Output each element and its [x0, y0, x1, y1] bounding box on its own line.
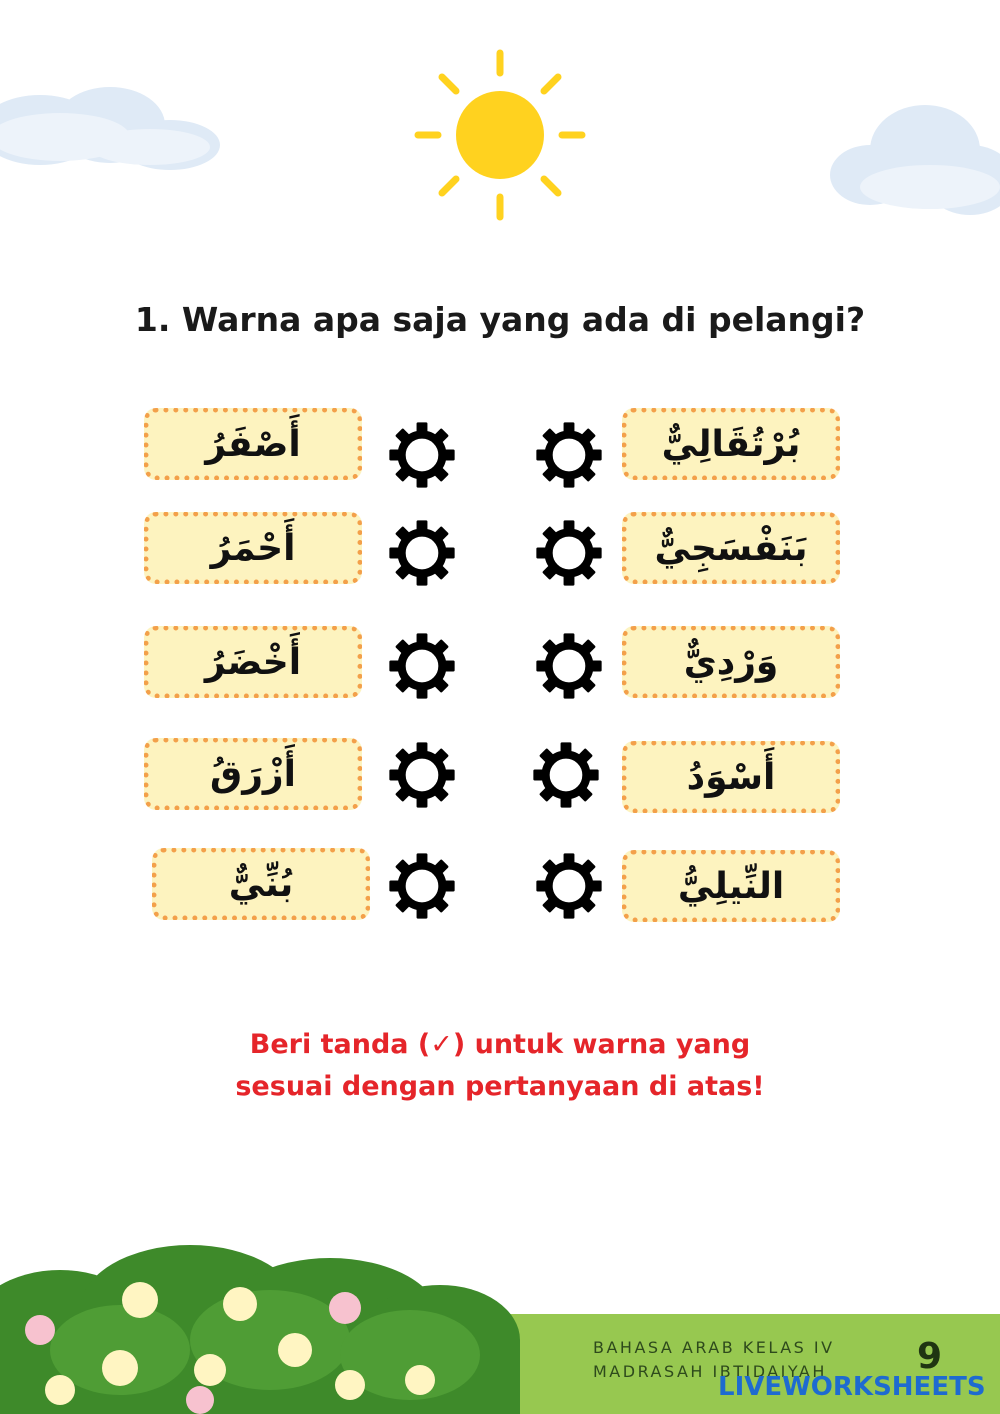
checkbox-gear-icon[interactable] — [388, 519, 456, 587]
cloud-left-icon — [0, 75, 230, 175]
option-card-green: أَخْضَرُ — [144, 626, 362, 698]
checkbox-gear-icon[interactable] — [388, 632, 456, 700]
cloud-right-icon — [830, 95, 1000, 220]
option-card-red: أَحْمَرُ — [144, 512, 362, 584]
checkbox-gear-icon[interactable] — [535, 852, 603, 920]
checkbox-gear-icon[interactable] — [388, 421, 456, 489]
question-title: 1. Warna apa saja yang ada di pelangi? — [134, 300, 866, 339]
footer-subject: BAHASA ARAB KELAS IV — [593, 1338, 835, 1357]
option-card-yellow: أَصْفَرُ — [144, 408, 362, 480]
instruction-line-2: sesuai dengan pertanyaan di atas! — [235, 1071, 765, 1102]
checkbox-gear-icon[interactable] — [535, 519, 603, 587]
option-card-pink: وَرْدِيٌّ — [622, 626, 840, 698]
instruction-text — [0, 1024, 1000, 1108]
option-card-indigo: النِّيلِيُّ — [622, 850, 840, 922]
checkbox-gear-icon[interactable] — [388, 852, 456, 920]
option-card-black: أَسْوَدُ — [622, 741, 840, 813]
checkbox-gear-icon[interactable] — [535, 632, 603, 700]
instruction-line-1: Beri tanda (✓) untuk warna yang — [249, 1029, 751, 1060]
footer-school: MADRASAH IBTIDAIYAH — [593, 1362, 827, 1381]
checkbox-gear-icon[interactable] — [388, 741, 456, 809]
page-number: 9 — [917, 1336, 943, 1377]
option-card-brown: بُنِّيٌّ — [152, 848, 370, 920]
liveworksheets-logo: LIVEWORKSHEETS — [718, 1372, 986, 1402]
option-card-orange: بُرْتُقَالِيٌّ — [622, 408, 840, 480]
checkbox-gear-icon[interactable] — [532, 741, 600, 809]
sun-icon — [410, 45, 590, 225]
option-card-purple: بَنَفْسَجِيٌّ — [622, 512, 840, 584]
checkbox-gear-icon[interactable] — [535, 421, 603, 489]
option-card-blue: أَزْرَقُ — [144, 738, 362, 810]
